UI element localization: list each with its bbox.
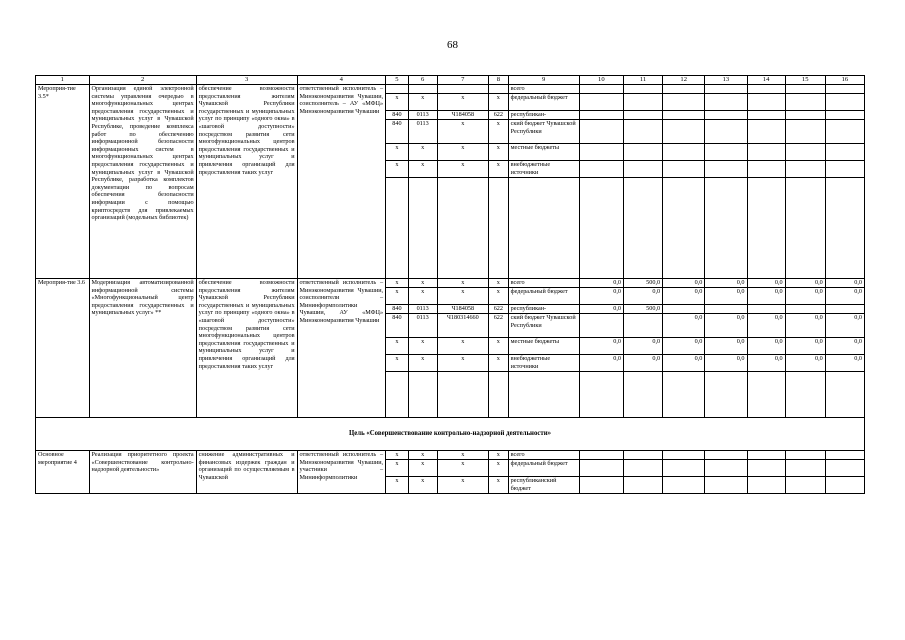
value-cell	[785, 305, 825, 314]
funding-source: всего	[508, 451, 579, 460]
value-cell: 0,0	[579, 355, 623, 372]
code-cell: 0113	[408, 111, 437, 120]
code-cell: 622	[489, 314, 509, 338]
code-cell: x	[408, 477, 437, 494]
goal-heading: Цель «Совершенствование контрольно-надзорной деятельности»	[36, 418, 865, 451]
value-cell: 0,0	[785, 279, 825, 288]
code-cell: x	[386, 338, 409, 355]
code-cell: x	[489, 460, 509, 477]
code-cell: x	[437, 355, 488, 372]
goal-heading-row	[36, 418, 865, 451]
header-cell: 15	[785, 76, 825, 85]
code-cell: x	[386, 355, 409, 372]
code-cell: x	[489, 288, 509, 305]
code-cell: x	[489, 477, 509, 494]
value-cell: 500,0	[623, 279, 662, 288]
value-cell: 0,0	[785, 314, 825, 338]
funding-source: местные бюджеты	[508, 338, 579, 355]
header-cell: 2	[89, 76, 196, 85]
code-cell	[386, 85, 409, 94]
header-cell: 16	[825, 76, 864, 85]
header-cell: 3	[196, 76, 297, 85]
code-cell: Ч180314660	[437, 314, 488, 338]
code-cell: 622	[489, 111, 509, 120]
funding-source: республикан-	[508, 305, 579, 314]
code-cell: 840	[386, 120, 409, 144]
value-cell: 500,0	[623, 305, 662, 314]
activity-name: Реализация приоритетного проекта «Совершенствование контрольно-надзорной деятельности»	[89, 451, 196, 494]
code-cell: 840	[386, 314, 409, 338]
value-cell: 0,0	[663, 288, 705, 305]
header-cell: 7	[437, 76, 488, 85]
activity-responsible: ответственный исполнитель – Минэкономразвития Чувашии, соисполнители – Мининформполитики Чувашии, АУ «МФЦ» Минэкономразвития Чувашии	[297, 279, 386, 418]
header-cell: 4	[297, 76, 386, 85]
value-cell: 0,0	[705, 355, 747, 372]
code-cell: Ч184058	[437, 111, 488, 120]
page-number: 68	[447, 39, 458, 51]
funding-source: местные бюджеты	[508, 144, 579, 161]
value-cell: 0,0	[747, 279, 785, 288]
budget-table-sheet	[35, 75, 865, 580]
value-cell: 0,0	[663, 338, 705, 355]
value-cell	[825, 305, 864, 314]
header-cell: 12	[663, 76, 705, 85]
code-cell: x	[408, 338, 437, 355]
activity-goal: обеспечение возможности предоставления жителям Чувашской Республики государственных и муниципальных услуг по принципу «одного окна» в «шаговой доступности» посредством развития сети многофункциональных центров предоставления государственных и муниципальных услуг и привлечения организаций для предоставления таких услуг	[196, 279, 297, 418]
code-cell: 0113	[408, 314, 437, 338]
funding-source: ский бюджет Чувашской Республики	[508, 314, 579, 338]
value-cell: 0,0	[747, 288, 785, 305]
value-cell: 0,0	[825, 314, 864, 338]
code-cell: x	[437, 279, 488, 288]
code-cell: x	[386, 94, 409, 111]
code-cell: x	[408, 279, 437, 288]
code-cell: x	[386, 288, 409, 305]
code-cell: 840	[386, 305, 409, 314]
code-cell: x	[489, 338, 509, 355]
code-cell: x	[437, 451, 488, 460]
header-cell: 1	[36, 76, 90, 85]
code-cell: x	[489, 279, 509, 288]
value-cell	[705, 305, 747, 314]
value-cell: 0,0	[663, 355, 705, 372]
value-cell: 0,0	[747, 338, 785, 355]
activity-name: Модернизация автоматизированной информационной системы «Многофункциональный центр предоставления государственных и муниципальных услуг» **	[89, 279, 196, 418]
code-cell	[437, 85, 488, 94]
code-cell: 840	[386, 111, 409, 120]
value-cell: 0,0	[825, 338, 864, 355]
activity-label: Мероприя-тие 3.6	[36, 279, 90, 418]
code-cell: x	[408, 144, 437, 161]
value-cell: 0,0	[579, 305, 623, 314]
code-cell: x	[489, 161, 509, 178]
funding-source: ский бюджет Чувашской Республики	[508, 120, 579, 144]
table-row	[36, 279, 865, 288]
value-cell	[663, 305, 705, 314]
funding-source: внебюджетные источники	[508, 355, 579, 372]
header-cell: 6	[408, 76, 437, 85]
funding-source: федеральный бюджет	[508, 288, 579, 305]
value-cell: 0,0	[579, 279, 623, 288]
activity-goal: снижение административных и финансовых издержек граждан и организаций по осуществляемым в Чувашской	[196, 451, 297, 494]
funding-source: федеральный бюджет	[508, 94, 579, 111]
code-cell: x	[437, 94, 488, 111]
code-cell: 622	[489, 305, 509, 314]
table-row	[36, 451, 865, 460]
header-cell: 14	[747, 76, 785, 85]
activity-label: Основное мероприятие 4	[36, 451, 90, 494]
value-cell: 0,0	[825, 355, 864, 372]
header-row	[36, 76, 865, 85]
code-cell: x	[437, 460, 488, 477]
value-cell: 0,0	[579, 288, 623, 305]
activity-goal: обеспечение возможности предоставления жителям Чувашской Республики государственных и муниципальных услуг по принципу «одного окна» в «шаговой доступности» посредством развития сети многофункциональных центров предоставления государственных и муниципальных услуг и привлечения организаций для предоставления таких услуг	[196, 85, 297, 279]
header-cell: 9	[508, 76, 579, 85]
code-cell: x	[408, 161, 437, 178]
value-cell	[579, 314, 623, 338]
code-cell: x	[386, 460, 409, 477]
value-cell: 0,0	[623, 355, 662, 372]
value-cell: 0,0	[747, 314, 785, 338]
code-cell: x	[489, 144, 509, 161]
code-cell: x	[489, 451, 509, 460]
code-cell: x	[408, 355, 437, 372]
code-cell	[408, 85, 437, 94]
code-cell: x	[489, 94, 509, 111]
code-cell	[489, 85, 509, 94]
code-cell: x	[437, 288, 488, 305]
value-cell: 0,0	[705, 279, 747, 288]
code-cell: x	[386, 144, 409, 161]
value-cell: 0,0	[663, 279, 705, 288]
code-cell: x	[408, 460, 437, 477]
funding-source: федеральный бюджет	[508, 460, 579, 477]
code-cell: x	[489, 120, 509, 144]
header-cell: 8	[489, 76, 509, 85]
value-cell: 0,0	[663, 314, 705, 338]
code-cell: x	[386, 279, 409, 288]
value-cell: 0,0	[705, 338, 747, 355]
code-cell: x	[386, 451, 409, 460]
funding-source: республиканский бюджет	[508, 477, 579, 494]
value-cell: 0,0	[785, 355, 825, 372]
code-cell: Ч184058	[437, 305, 488, 314]
value-cell: 0,0	[747, 355, 785, 372]
value-cell: 0,0	[785, 288, 825, 305]
funding-source: республикан-	[508, 111, 579, 120]
code-cell: x	[386, 161, 409, 178]
table-row	[36, 85, 865, 94]
value-cell: 0,0	[623, 288, 662, 305]
code-cell: x	[437, 338, 488, 355]
code-cell: x	[437, 477, 488, 494]
budget-table	[35, 75, 865, 494]
activity-responsible: ответственный исполнитель – Минэкономразвития Чувашии, участники – Мининформполитики	[297, 451, 386, 494]
activity-label: Мероприя-тие 3.5*	[36, 85, 90, 279]
value-cell: 0,0	[785, 338, 825, 355]
activity-name: Организация единой электронной системы управления очередью в многофункциональных центрах предоставления государственных и муниципальных услуг в Чувашской Республике, проведение комплекса работ по обеспечению информационной безопасности информационных систем в многофункциональных центрах предоставления государственных и муниципальных услуг в Чувашской Республике, разработка комплектов документации по вопросам обеспечения безопасности информации с помощью криптосредств для привлекаемых организаций (модельных библиотек)	[89, 85, 196, 279]
code-cell: x	[386, 477, 409, 494]
code-cell: x	[437, 120, 488, 144]
value-cell: 0,0	[825, 288, 864, 305]
code-cell: x	[489, 355, 509, 372]
activity-responsible: ответственный исполнитель – Минэкономразвития Чувашии, соисполнитель – АУ «МФЦ» Минэкономразвития Чувашии	[297, 85, 386, 279]
header-cell: 10	[579, 76, 623, 85]
value-cell: 0,0	[705, 288, 747, 305]
code-cell: x	[437, 144, 488, 161]
value-cell	[747, 305, 785, 314]
value-cell: 0,0	[579, 338, 623, 355]
code-cell: x	[437, 161, 488, 178]
code-cell: 0113	[408, 120, 437, 144]
code-cell: 0113	[408, 305, 437, 314]
header-cell: 11	[623, 76, 662, 85]
code-cell: x	[408, 451, 437, 460]
code-cell: x	[408, 288, 437, 305]
value-cell: 0,0	[623, 338, 662, 355]
value-cell	[623, 314, 662, 338]
code-cell: x	[408, 94, 437, 111]
header-cell: 5	[386, 76, 409, 85]
funding-source: внебюджетные источники	[508, 161, 579, 178]
value-cell: 0,0	[825, 279, 864, 288]
funding-source: всего	[508, 85, 579, 94]
funding-source: всего	[508, 279, 579, 288]
value-cell: 0,0	[705, 314, 747, 338]
header-cell: 13	[705, 76, 747, 85]
